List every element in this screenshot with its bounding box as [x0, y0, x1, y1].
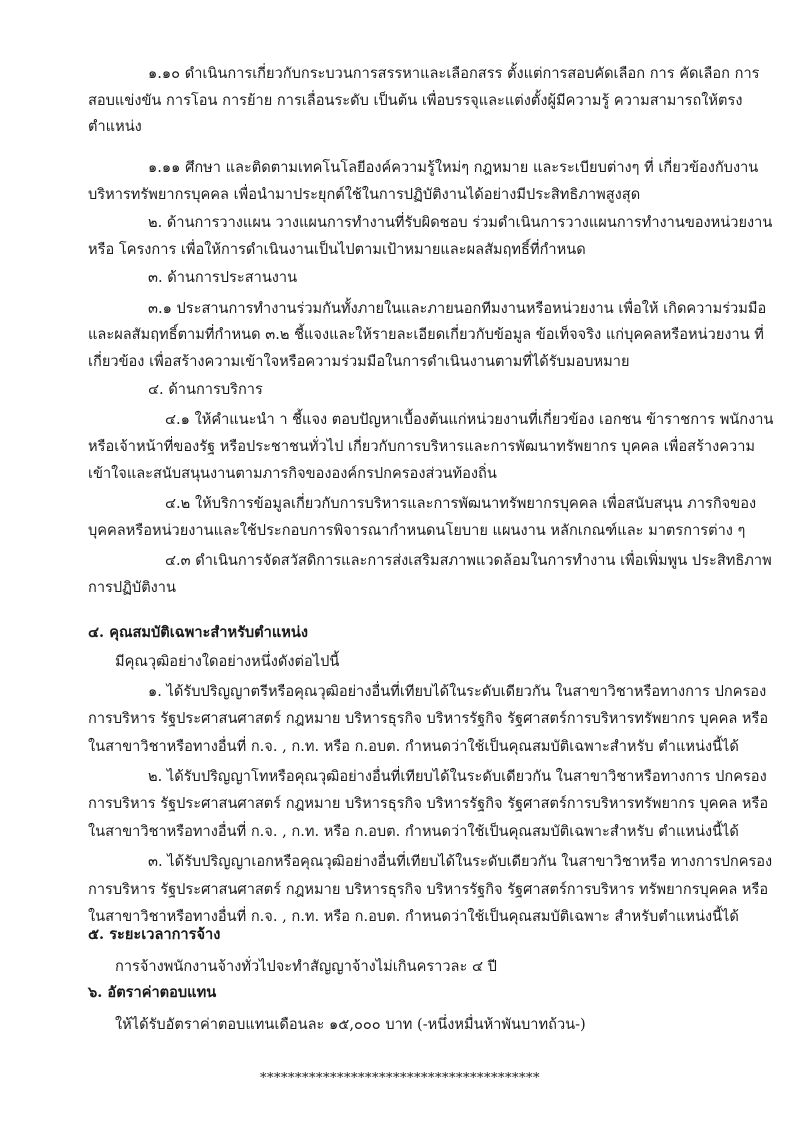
service-4-3-line-1: ๔.๓ ดำเนินการจัดสวัสดิการและการส่งเสริมสภาพแวดล้อมในการทำงาน เพื่อเพิ่มพูน ประสิทธิภาพ	[165, 552, 772, 569]
service-heading: ๔. ด้านการบริการ	[148, 381, 263, 398]
duty-1-11-line-2: บริหารทรัพยากรบุคคล เพื่อนำมาประยุกต์ใช้ในการปฏิบัติงานได้อย่างมีประสิทธิภาพสูงสุด	[88, 186, 641, 203]
duty-1-10-line-1: ๑.๑๐ ดำเนินการเกี่ยวกับกระบวนการสรรหาและเลือกสรร ตั้งแต่การสอบคัดเลือก การ คัดเลือก การ	[148, 65, 760, 82]
employment-period-text: การจ้างพนักงานจ้างทั่วไปจะทำสัญญาจ้างไม่เกินคราวละ ๔ ปี	[115, 958, 497, 975]
section-5-heading: ๕. ระยะเวลาการจ้าง	[88, 926, 221, 943]
duty-1-10-line-3: ตำแหน่ง	[88, 118, 142, 135]
service-4-1-line-3: เข้าใจและสนับสนุนงานตามภารกิจขององค์กรปกครองส่วนท้องถิ่น	[88, 465, 497, 482]
qualification-2-line-2: การบริหาร รัฐประศาสนศาสตร์ กฎหมาย บริหารธุรกิจ บริหารรัฐกิจ รัฐศาสตร์การบริหารทรัพยากร บุคคล หรือ	[88, 795, 769, 812]
qualification-1-line-1: ๑. ได้รับปริญญาตรีหรือคุณวุฒิอย่างอื่นที่เทียบได้ในระดับเดียวกัน ในสาขาวิชาหรือทางการ ปกครอง	[148, 683, 767, 700]
duty-1-10-line-2: สอบแข่งขัน การโอน การย้าย การเลื่อนระดับ เป็นต้น เพื่อบรรจุและแต่งตั้งผู้มีความรู้ ความสามารถให้ตรง	[88, 92, 743, 109]
end-of-document-asterisks: ****************************************	[260, 1071, 540, 1086]
service-4-3-line-2: การปฏิบัติงาน	[88, 579, 176, 596]
qualification-3-line-2: การบริหาร รัฐประศาสนศาสตร์ กฎหมาย บริหารธุรกิจ บริหารรัฐกิจ รัฐศาสตร์การบริหาร ทรัพยากรบุคคล หรือ	[88, 881, 769, 898]
coordination-line-1: ๓.๑ ประสานการทำงานร่วมกันทั้งภายในและภายนอกทีมงานหรือหน่วยงาน เพื่อให้ เกิดความร่วมมือ	[148, 300, 767, 317]
qualification-intro: มีคุณวุฒิอย่างใดอย่างหนึ่งดังต่อไปนี้	[115, 653, 340, 670]
qualification-2-line-3: ในสาขาวิชาหรือทางอื่นที่ ก.จ. , ก.ท. หรือ ก.อบต. กำหนดว่าใช้เป็นคุณสมบัติเฉพาะสำหรับ ตำแหน่งนี้ได้	[88, 823, 739, 840]
section-6-heading: ๖. อัตราค่าตอบแทน	[88, 984, 217, 1001]
coordination-line-3: เกี่ยวข้อง เพื่อสร้างความเข้าใจหรือความร่วมมือในการดำเนินงานตามที่ได้รับมอบหมาย	[88, 353, 630, 370]
service-4-2-line-1: ๔.๒ ให้บริการข้อมูลเกี่ยวกับการบริหารและการพัฒนาทรัพยากรบุคคล เพื่อสนับสนุน ภารกิจของ	[165, 495, 757, 512]
planning-line-1: ๒. ด้านการวางแผน วางแผนการทำงานที่รับผิดชอบ ร่วมดำเนินการวางแผนการทำงานของหน่วยงาน	[148, 214, 773, 231]
duty-1-11-line-1: ๑.๑๑ ศึกษา และติดตามเทคโนโลยีองค์ความรู้ใหม่ๆ กฎหมาย และระเบียบต่างๆ ที่ เกี่ยวข้องกับงาน	[148, 159, 759, 176]
qualification-3-line-1: ๓. ได้รับปริญญาเอกหรือคุณวุฒิอย่างอื่นที่เทียบได้ในระดับเดียวกัน ในสาขาวิชาหรือ ทางการปกครอง	[148, 853, 773, 870]
planning-line-2: หรือ โครงการ เพื่อให้การดำเนินงานเป็นไปตามเป้าหมายและผลสัมฤทธิ์ที่กำหนด	[88, 241, 586, 258]
service-4-1-line-2: หรือเจ้าหน้าที่ของรัฐ หรือประชาชนทั่วไป เกี่ยวกับการบริหารและการพัฒนาทรัพยากร บุคคล เพื่อสร้างความ	[88, 438, 756, 455]
coordination-heading: ๓. ด้านการประสานงาน	[148, 269, 298, 286]
qualification-1-line-2: การบริหาร รัฐประศาสนศาสตร์ กฎหมาย บริหารธุรกิจ บริหารรัฐกิจ รัฐศาสตร์การบริหารทรัพยากร บุคคล หรือ	[88, 710, 769, 727]
qualification-3-line-3: ในสาขาวิชาหรือทางอื่นที่ ก.จ. , ก.ท. หรือ ก.อบต. กำหนดว่าใช้เป็นคุณสมบัติเฉพาะ สำหรับตำแหน่งนี้ได้	[88, 908, 739, 925]
service-4-1-line-1: ๔.๑ ให้คำแนะนำ า ชี้แจง ตอบปัญหาเบื้องต้นแก่หน่วยงานที่เกี่ยวข้อง เอกชน ข้าราชการ พนักงาน	[165, 411, 774, 428]
compensation-text: ให้ได้รับอัตราค่าตอบแทนเดือนละ ๑๕,๐๐๐ บาท (-หนึ่งหมื่นห้าพันบาทถ้วน-)	[115, 1016, 586, 1033]
qualification-1-line-3: ในสาขาวิชาหรือทางอื่นที่ ก.จ. , ก.ท. หรือ ก.อบต. กำหนดว่าใช้เป็นคุณสมบัติเฉพาะสำหรับ ตำแหน่งนี้ได้	[88, 738, 739, 755]
coordination-line-2: และผลสัมฤทธิ์ตามที่กำหนด ๓.๒ ชี้แจงและให้รายละเอียดเกี่ยวกับข้อมูล ข้อเท็จจริง แก่บุคคลหรือหน่วยงาน ที่	[88, 326, 764, 343]
section-4-heading: ๔. คุณสมบัติเฉพาะสำหรับตำแหน่ง	[88, 624, 308, 641]
qualification-2-line-1: ๒. ได้รับปริญญาโทหรือคุณวุฒิอย่างอื่นที่เทียบได้ในระดับเดียวกัน ในสาขาวิชาหรือทางการ ปกครอง	[148, 768, 767, 785]
service-4-2-line-2: บุคคลหรือหน่วยงานและใช้ประกอบการพิจารณากำหนดนโยบาย แผนงาน หลักเกณฑ์และ มาตรการต่าง ๆ	[88, 522, 746, 539]
